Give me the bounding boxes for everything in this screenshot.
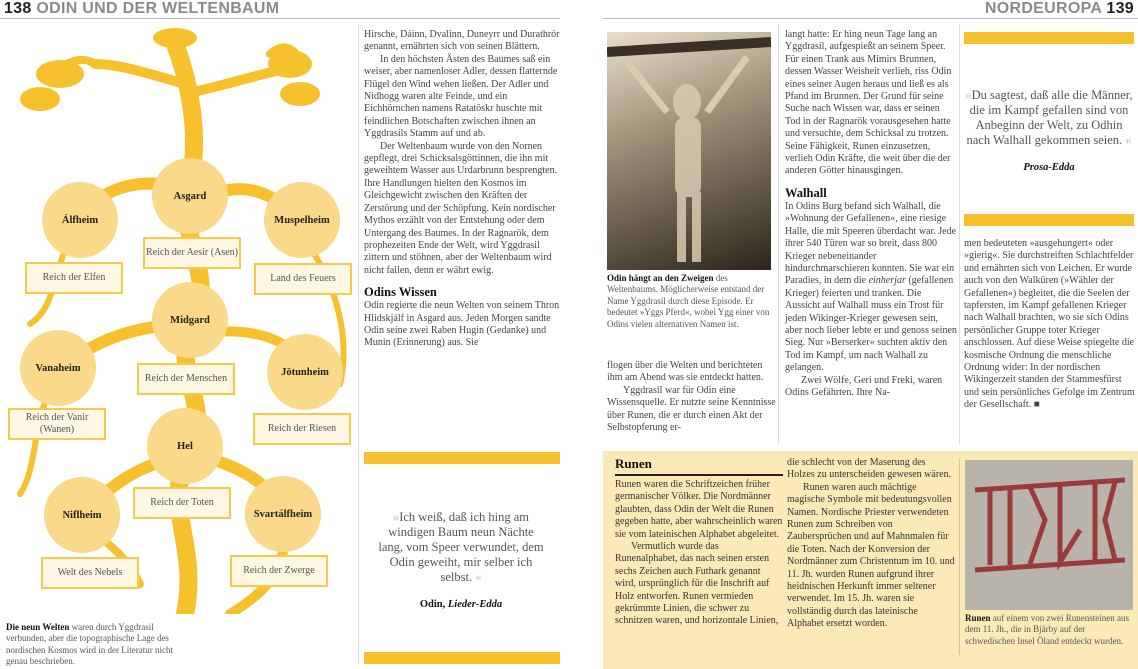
- paragraph: [785, 201, 957, 375]
- column-divider: [959, 24, 960, 444]
- paragraph: Runen waren die Schriftzeichen früher germanischer Völker. Die Nordmänner glaubten, dass Odin der Welt die Runen gegeben hatte, aber wahrscheinlich waren sie vom lateinischen Alphabet abgeleitet.: [615, 479, 783, 540]
- pull-quote-lieder-edda: [376, 510, 546, 612]
- paragraph: Yggdrasil war für Odin eine Wissensquelle. Er nutzte seine Kenntnisse über Runen, die er durch einen Akt der Selbstopferung er-: [607, 384, 776, 434]
- runen-heading: Runen: [615, 457, 783, 476]
- text: In Odins Burg befand sich Walhall, die »Wohnung der Gefallenen«, eine riesige Halle, die mit Speeren überdacht war. Jede ihrer 540 Türen war so breit, dass 800 Krieger nebeneinander hindurchmarschieren konnten. Sie war ein Paradies, in dem die: [785, 200, 957, 287]
- page-number-right: 139: [1106, 0, 1134, 17]
- paragraph: Odin regierte die neun Welten von seinem Thron Hlidskjálf in Asgard aus. Jeden Morgen sandte Odin seine zwei Raben Hugin (Gedanke) und Munin (Erinnerung) aus. Sie: [364, 300, 560, 349]
- world-vanaheim: Vanaheim: [20, 330, 96, 406]
- accent-bar: [964, 32, 1134, 44]
- open-quote-mark: »: [965, 88, 972, 102]
- odin-hanging-illustration: [607, 32, 771, 270]
- source-work: Lieder-Edda: [447, 599, 503, 610]
- rune-carving-icon: [965, 460, 1133, 610]
- label-hel: Reich der Toten: [133, 487, 231, 519]
- paragraph: langt hatte: Er hing neun Tage lang an Yggdrasil, aufgespießt an seinem Speer. Für einen Trank aus Mímirs Brunnen, dessen Wasser Weisheit verlieh, riss Odin eines seiner Augen heraus und ließ es als Pfand im Brunnen. Der Grund für seine Suche nach Wissen war, dass er seinen Tod in der Ragnarök vorausgesehen hatte und versuchte, dem Schicksal zu trotzen. Seine Fähigkeit, Runen einzusetzen, verlieh Odin Kräfte, die weit über die der anderen Götter hinausgingen.: [785, 29, 952, 177]
- world-muspelheim: Muspelheim: [264, 182, 340, 258]
- text-italic: einherjar: [868, 275, 906, 287]
- header-rule-left: [0, 18, 560, 19]
- source-name: Odin,: [419, 599, 448, 610]
- caption-text: waren durch Yggdrasil verbunden, aber die topographische Lage des nordischen Kosmos wird in der Literatur nicht genau beschrieben.: [6, 622, 173, 667]
- runen-sidebar-box: [603, 451, 1138, 669]
- open-quote-mark: »: [392, 510, 400, 524]
- world-jotunheim: Jötunheim: [267, 334, 343, 410]
- caption-text: des Weltenbaums. Möglicherweise entstand der Name Yggdrasil durch diese Episode. Er bedeutet »Yggs Pferd«, wobei Ygg einer von Odins vielen alternativen Namen ist.: [607, 273, 770, 329]
- world-alfheim: Álfheim: [42, 182, 118, 258]
- runestone-caption: [965, 613, 1135, 647]
- world-hel: Hel: [147, 408, 223, 484]
- paragraph: Hirsche, Dáinn, Dvalinn, Duneyrr und Durathrór genannt, ernährten sich von seinen Blättern.: [364, 29, 560, 53]
- close-quote-mark: «: [1125, 133, 1132, 147]
- label-niflheim: Welt des Nebels: [41, 557, 139, 589]
- caption-bold: Die neun Welten: [6, 622, 70, 632]
- quote-text: Du sagtest, daß alle die Männer, die im Kampf gefallen sind von Anbeginn der Welt, zu Odhin nach Walhall gekommen seien.: [966, 88, 1133, 147]
- caption-bold: Runen: [965, 613, 991, 623]
- caption-text: auf einem von zwei Runensteinen aus dem 11. Jh., die in Bjärby auf der schwedischen Insel Öland entdeckt wurden.: [965, 613, 1129, 646]
- world-niflheim: Niflheim: [44, 477, 120, 553]
- paragraph: Der Weltenbaum wurde von den Nornen gepflegt, drei Schicksalsgöttinnen, die ihn mit geweihtem Wasser aus Urdarbrunn besprengten. Ihre Handlungen hielten den Kosmos im Gleichgewicht zwischen den Kräften der Zerstörung und der Schöpfung. Kein nordischer Mythos erzählt von der Entstehung oder dem Untergang des Baumes. In der Ragnarök, dem prophezeiten Ende der Welt, wird Yggdrasil zittern und stöhnen, aber der Weltenbaum wird nicht fallen, denn er währt ewig.: [364, 140, 558, 276]
- runen-column-1: [615, 457, 783, 628]
- paragraph: Zwei Wölfe, Geri und Freki, waren Odins Gefährten. Ihre Na-: [785, 374, 943, 398]
- label-midgard: Reich der Menschen: [137, 363, 235, 395]
- pull-quote-prosa-edda: [964, 88, 1134, 175]
- section-heading: Odins Wissen: [364, 285, 437, 300]
- label-vanaheim: Reich der Vanir (Wanen): [8, 408, 106, 440]
- runen-column-2: [787, 457, 955, 631]
- text-column-4: [964, 238, 1136, 412]
- tree-caption: [6, 622, 186, 668]
- text: (gefallenen Krieger) feierten und tranken. Die Aussicht auf Walhall muss ein Trost für jeden Wikinger-Krieger gewesen sein, aber noch lieber lebte er und genoss seinen Sieg. Nur »Berserker« suchten aktiv den Tod im Kampf, um nach Walhall zu gelangen.: [785, 275, 957, 374]
- paragraph: In den höchsten Ästen des Baumes saß ein weiser, aber namenloser Adler, dessen flatternde Flügel den Wind wehen ließen. Der Adler und Nidhogg waren alte Feinde, und ein Eichhörnchen namens Ratatöskr huschte mit feindlichen Botschaften zwischen ihnen an Yggdrasils Stamm auf und ab.: [364, 53, 558, 140]
- label-alfheim: Reich der Elfen: [25, 262, 123, 294]
- accent-bar: [364, 452, 560, 464]
- left-page-header: [4, 0, 279, 18]
- quote-source: [376, 597, 546, 612]
- world-midgard: Midgard: [152, 282, 228, 358]
- quote-text: Ich weiß, daß ich hing am windigen Baum neun Nächte lang, vom Speer verwundet, dem Odin geweiht, mir selber ich selbst.: [378, 510, 544, 584]
- accent-bar: [364, 652, 560, 664]
- chapter-title: ODIN UND DER WELTENBAUM: [36, 0, 280, 17]
- odin-figure-icon: [607, 32, 771, 270]
- accent-bar: [964, 214, 1134, 226]
- section-title: NORDEUROPA: [984, 0, 1102, 17]
- world-tree-diagram: [0, 24, 360, 614]
- column-divider: [778, 24, 779, 444]
- column-divider: [959, 459, 960, 655]
- paragraph: Runen waren auch mächtige magische Symbole mit bedeutungsvollen Namen. Nordische Priester verwendeten Runen zum Schreiben von Zaubersprüchen und auf Mahnmalen für die Toten. Nach der Konversion der Nordmänner zum Christentum im 10. und 11. Jh. wurden Runen aufgrund ihrer heidnischen Herkunft immer seltener verwendet. Im 15. Jh. waren sie vollständig durch das lateinische Alphabet ersetzt worden.: [787, 481, 955, 630]
- page-number-left: 138: [4, 0, 32, 17]
- close-quote-mark: «: [475, 570, 482, 584]
- text-column-2: [607, 360, 777, 434]
- image-caption: [607, 273, 775, 330]
- label-jotunheim: Reich der Riesen: [253, 413, 351, 445]
- paragraph: men bedeuteten »ausgehungert« oder »gierig«. Sie durchstreiften Schlachtfelder und ernährten sich von Leichen. Er wurde auch von den Walküren (»Wähler der Gefallenen«) begleitet, die die Seelen der tapfersten, im Kampf gefallenen Krieger nach Walhall brachten, wo sie sich Odins persönlicher Gruppe toter Krieger anschlossen. Auf diese Weise spiegelte die kosmische Ordnung die menschliche Ordnung wider: In der nordischen Wikingerzeit standen der Stammesfürst und sein persönliches Gefolge im Zentrum der Gesellschaft. ■: [964, 238, 1135, 411]
- world-asgard: Asgard: [152, 158, 228, 234]
- quote-source: [964, 160, 1134, 175]
- caption-bold: Odin hängt an den Zweigen: [607, 273, 714, 283]
- label-asgard: Reich der Aesir (Asen): [143, 237, 241, 269]
- paragraph: die schlecht von der Maserung des Holzes zu unterscheiden gewesen wären.: [787, 457, 952, 481]
- column-divider: [358, 24, 359, 664]
- header-rule-right: [603, 18, 1138, 19]
- paragraph: flogen über die Welten und berichteten ihm am Abend was sie entdeckt hatten.: [607, 360, 764, 384]
- section-heading: Walhall: [785, 185, 827, 200]
- label-muspelheim: Land des Feuers: [254, 263, 352, 295]
- runestone-photo: [965, 460, 1133, 610]
- source-work: Prosa-Edda: [1023, 162, 1075, 173]
- paragraph: Vermutlich wurde das Runenalphabet, das nach seinen ersten sechs Zeichen auch Futhark genannt wird, ursprünglich für die Inschrift auf Holz entworfen. Runen vermieden gekrümmte Linien, die schwer zu schnitzen waren, und horizontale Linien,: [615, 541, 779, 627]
- text-column-1: [364, 29, 560, 350]
- text-column-3: [785, 29, 957, 399]
- label-svartalfheim: Reich der Zwerge: [230, 555, 328, 587]
- world-svartalfheim: Svartálfheim: [245, 476, 321, 552]
- right-page-header: [985, 0, 1134, 18]
